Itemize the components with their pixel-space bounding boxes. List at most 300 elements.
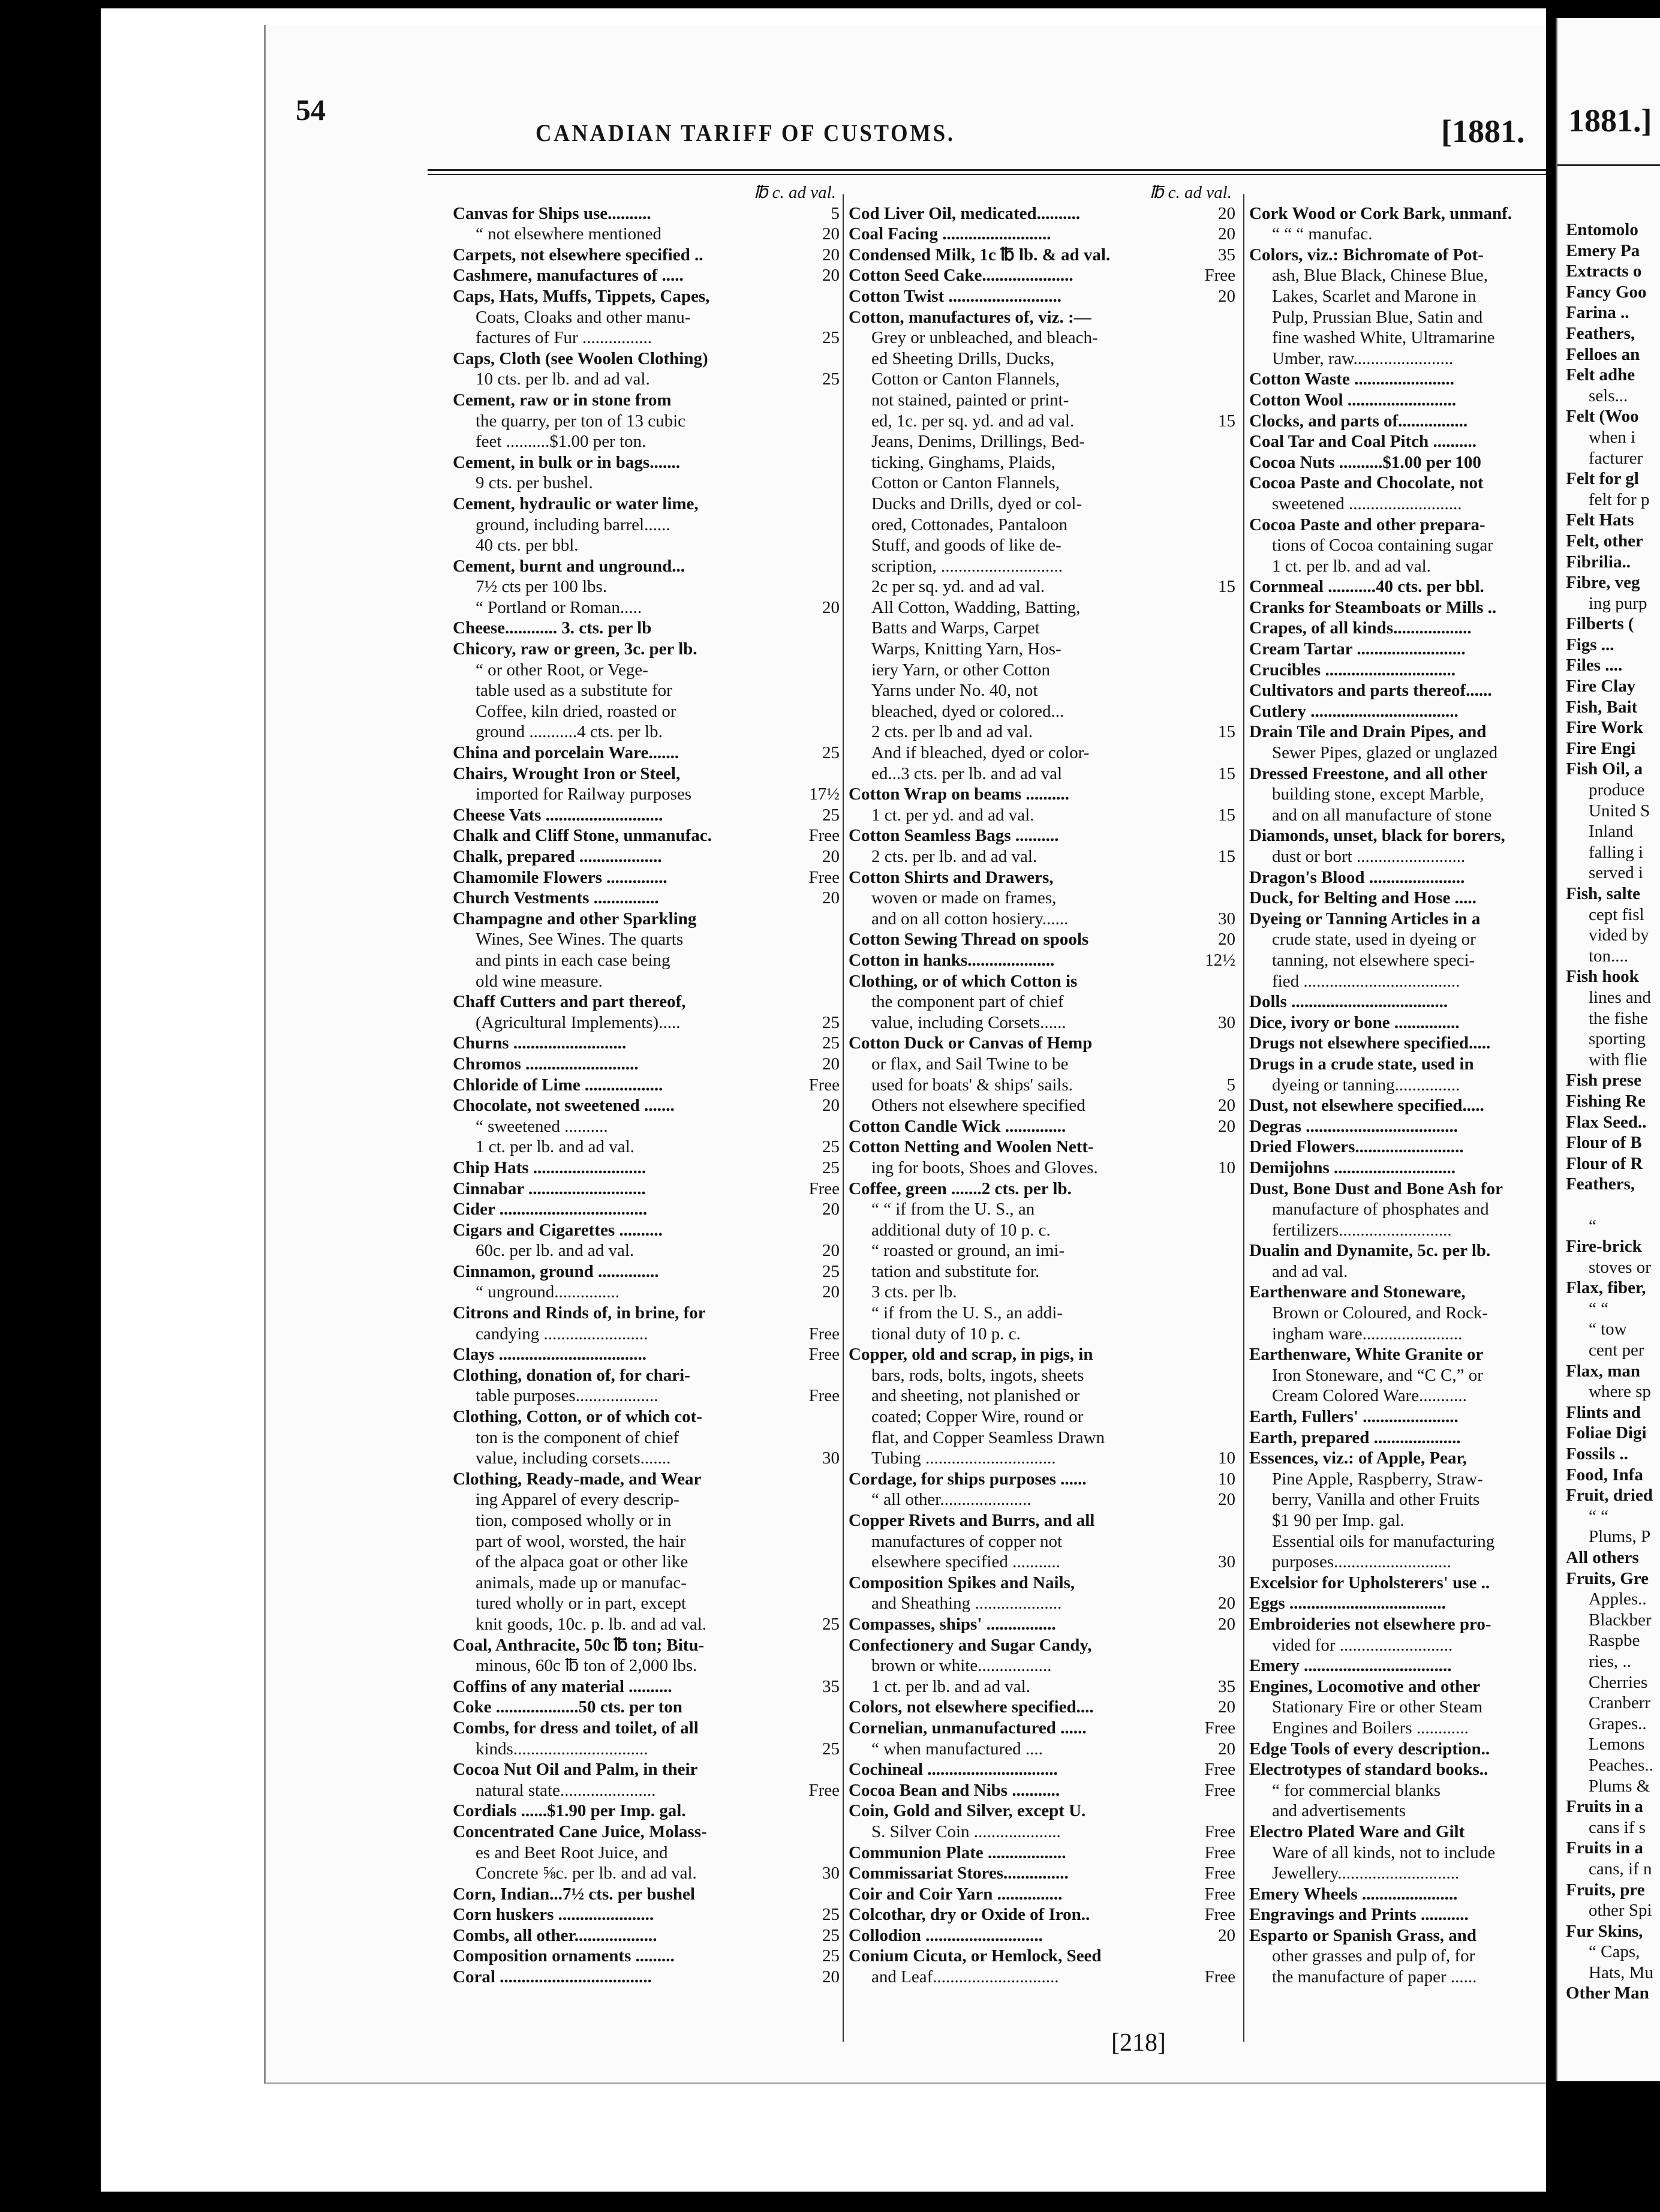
tariff-entry xyxy=(1249,1780,1546,1801)
tariff-entry xyxy=(1249,597,1546,618)
tariff-entry xyxy=(1249,1925,1546,1946)
tariff-entry xyxy=(1249,515,1546,536)
entry-text: Cotton Seamless Bags .......... xyxy=(849,826,1059,846)
entry-text: Coke ...................50 cts. per ton xyxy=(453,1697,682,1717)
entry-text: used for boats' & ships' sails. xyxy=(871,1075,1073,1095)
entry-text: Wines, See Wines. The quarts xyxy=(476,930,684,949)
tariff-entry xyxy=(849,722,1235,743)
duty-rate: 12½ xyxy=(1205,950,1235,970)
tariff-entry xyxy=(1249,846,1546,867)
entry-text: Chalk, prepared ................... xyxy=(453,847,662,866)
tariff-entry xyxy=(453,1904,840,1925)
right-page-entry: Files .... xyxy=(1566,656,1623,675)
duty-rate: Free xyxy=(1204,1780,1235,1800)
tariff-entry xyxy=(849,1655,1235,1676)
entry-text: Cranks for Steamboats or Mills .. xyxy=(1249,597,1497,617)
entry-text: 10 cts. per lb. and ad val. xyxy=(476,369,650,389)
entry-text: table used as a substitute for xyxy=(476,681,672,701)
tariff-entry xyxy=(1249,1843,1546,1864)
tariff-entry xyxy=(453,1012,840,1033)
entry-text: Dolls .................................... xyxy=(1249,992,1448,1012)
duty-rate: 20 xyxy=(822,1282,840,1302)
right-page-entry: cans, if n xyxy=(1589,1859,1652,1879)
tariff-entry xyxy=(849,1697,1235,1718)
duty-rate: 10 xyxy=(1218,1448,1235,1468)
right-page-entry: ries, .. xyxy=(1589,1651,1631,1671)
tariff-entry xyxy=(1249,743,1546,764)
tariff-entry xyxy=(453,1697,840,1718)
entry-text: Drugs not elsewhere specified..... xyxy=(1249,1033,1491,1053)
tariff-entry xyxy=(849,929,1235,950)
entry-text: fertilizers.......................... xyxy=(1272,1220,1452,1240)
entry-text: bars, rods, bolts, ingots, sheets xyxy=(871,1365,1084,1385)
duty-rate: 25 xyxy=(822,1012,840,1032)
entry-text: Colors, viz.: Bichromate of Pot- xyxy=(1249,245,1484,265)
entry-text: Cordage, for ships purposes ...... xyxy=(849,1469,1087,1489)
duty-rate: 20 xyxy=(822,1200,840,1219)
tariff-entry xyxy=(453,1448,840,1469)
tariff-entry xyxy=(1249,431,1546,452)
tariff-entry xyxy=(1249,1282,1546,1303)
entry-text: ash, Blue Black, Chinese Blue, xyxy=(1272,266,1488,285)
right-page-entry: Fire-brick xyxy=(1566,1237,1642,1257)
tariff-entry xyxy=(849,764,1235,785)
tariff-entry xyxy=(453,307,840,328)
entry-text: Edge Tools of every description.. xyxy=(1249,1739,1490,1759)
entry-text: bleached, dyed or colored... xyxy=(871,701,1064,721)
entry-text: Earth, Fullers' ...................... xyxy=(1249,1407,1458,1427)
right-page-entry: lines and xyxy=(1589,987,1651,1007)
column-heading xyxy=(1249,182,1546,203)
tariff-entry xyxy=(1249,348,1546,369)
entry-text: value, including Corsets...... xyxy=(871,1012,1066,1032)
right-page-entry: stoves or xyxy=(1589,1257,1651,1277)
duty-rate: 25 xyxy=(822,1905,840,1925)
tariff-entry xyxy=(453,556,840,577)
tariff-entry xyxy=(1249,950,1546,971)
entry-text: Copper, old and scrap, in pigs, in xyxy=(849,1345,1093,1365)
tariff-entry xyxy=(849,1614,1235,1635)
duty-rate: Free xyxy=(1204,1843,1235,1862)
right-page-entry: Apples.. xyxy=(1589,1589,1647,1609)
entry-text: and pints in each case being xyxy=(476,950,670,970)
right-page-entry: Felt (Woo xyxy=(1566,407,1639,426)
tariff-entry xyxy=(453,390,840,411)
entry-text: Cocoa Paste and other prepara- xyxy=(1249,515,1485,534)
entry-text: Champagne and other Sparkling xyxy=(453,909,697,928)
entry-text: Cornmeal ...........40 cts. per bbl. xyxy=(1249,577,1484,597)
duty-rate: 20 xyxy=(822,245,840,265)
tariff-entry xyxy=(849,743,1235,764)
right-page-entry: vided by xyxy=(1589,925,1649,945)
entry-text: Yarns under No. 40, not xyxy=(871,681,1038,701)
tariff-entry xyxy=(1249,1179,1546,1200)
tariff-entry xyxy=(453,1863,840,1884)
tariff-entry xyxy=(1249,286,1546,307)
duty-rate: 25 xyxy=(822,1158,840,1177)
tariff-entry xyxy=(849,535,1235,556)
entry-text: Copper Rivets and Burrs, and all xyxy=(849,1511,1095,1530)
right-page-entry: where sp xyxy=(1589,1382,1651,1402)
tariff-entry xyxy=(849,597,1235,618)
entry-text: fied .................................... xyxy=(1272,971,1460,991)
tariff-entry xyxy=(849,1054,1235,1075)
entry-text: Electrotypes of standard books.. xyxy=(1249,1760,1488,1780)
tariff-entry xyxy=(453,660,840,681)
tariff-entry xyxy=(453,286,840,307)
tariff-entry xyxy=(849,1406,1235,1427)
tariff-column-3 xyxy=(1249,182,1546,2018)
entry-text: Emery Wheels ...................... xyxy=(1249,1884,1458,1904)
right-page-entry: Entomolo xyxy=(1566,220,1638,239)
right-page-entry: Fancy Goo xyxy=(1566,282,1647,302)
entry-text: Jeans, Denims, Drillings, Bed- xyxy=(871,432,1085,452)
tariff-entry xyxy=(453,639,840,660)
tariff-entry xyxy=(849,1365,1235,1386)
entry-text: 9 cts. per bushel. xyxy=(476,473,593,493)
tariff-entry xyxy=(1249,1365,1546,1386)
tariff-entry xyxy=(849,867,1235,888)
entry-text: Clocks, and parts of................ xyxy=(1249,411,1468,431)
entry-text: flat, and Copper Seamless Drawn xyxy=(871,1427,1105,1447)
tariff-entry xyxy=(453,1075,840,1096)
tariff-entry xyxy=(849,1573,1235,1594)
tariff-entry xyxy=(1249,1158,1546,1179)
entry-text: Tubing .............................. xyxy=(871,1448,1056,1468)
duty-rate: 20 xyxy=(1218,1116,1235,1136)
right-page-entry: Felt, other xyxy=(1566,531,1643,551)
right-page-entry: Flax Seed.. xyxy=(1566,1112,1647,1132)
entry-text: ground ...........4 cts. per lb. xyxy=(476,722,663,742)
tariff-entry xyxy=(453,846,840,867)
column-heading: ℔ c. ad val. xyxy=(1149,183,1232,202)
tariff-entry xyxy=(1249,265,1546,286)
entry-text: natural state...................... xyxy=(476,1780,656,1800)
tariff-entry xyxy=(453,1573,840,1594)
entry-text: Condensed Milk, 1c ℔ lb. & ad val. xyxy=(849,245,1111,265)
entry-text: Cotton Waste ....................... xyxy=(1249,369,1454,389)
tariff-entry xyxy=(1249,1884,1546,1905)
tariff-entry xyxy=(453,1489,840,1510)
right-page-entry: Grapes.. xyxy=(1589,1714,1647,1733)
duty-rate: 30 xyxy=(1218,1012,1235,1032)
tariff-entry xyxy=(1249,1261,1546,1282)
duty-rate: 15 xyxy=(1218,764,1235,783)
tariff-entry xyxy=(453,1303,840,1324)
tariff-entry xyxy=(849,1822,1235,1843)
tariff-entry xyxy=(453,1614,840,1635)
entry-text: (Agricultural Implements)..... xyxy=(476,1012,681,1032)
right-page-entry: Fire Engi xyxy=(1566,738,1636,758)
entry-text: knit goods, 10c. p. lb. and ad val. xyxy=(476,1614,707,1634)
entry-text: Others not elsewhere specified xyxy=(871,1096,1085,1116)
duty-rate: 20 xyxy=(822,224,840,244)
entry-text: Essential oils for manufacturing xyxy=(1272,1531,1495,1551)
entry-text: ground, including barrel...... xyxy=(476,515,670,534)
tariff-entry xyxy=(453,369,840,390)
right-page-entry: Flax, fiber, xyxy=(1566,1278,1646,1298)
entry-text: Cocoa Bean and Nibs ........... xyxy=(849,1780,1060,1800)
entry-text: Dice, ivory or bone ............... xyxy=(1249,1012,1460,1032)
entry-text: Cornelian, unmanufactured ...... xyxy=(849,1718,1087,1738)
entry-text: 1 ct. per yd. and ad val. xyxy=(871,805,1035,825)
tariff-entry xyxy=(849,971,1235,992)
tariff-entry xyxy=(453,1179,840,1200)
entry-text: 2 cts. per lb. and ad val. xyxy=(871,847,1038,866)
tariff-entry xyxy=(1249,1801,1546,1822)
entry-text: crude state, used in dyeing or xyxy=(1272,930,1476,949)
entry-text: Colors, not elsewhere specified.... xyxy=(849,1697,1094,1717)
entry-text: 1 ct. per lb. and ad val. xyxy=(1272,556,1431,576)
entry-text: Warps, Knitting Yarn, Hos- xyxy=(871,639,1061,659)
tariff-entry xyxy=(1249,369,1546,390)
entry-text: manufactures of copper not xyxy=(871,1531,1063,1551)
entry-text: “ if from the U. S., an addi- xyxy=(871,1303,1063,1323)
duty-rate: Free xyxy=(808,1179,840,1198)
tariff-entry xyxy=(849,1904,1235,1925)
right-page-entry: Fruits in a xyxy=(1566,1797,1643,1817)
entry-text: ticking, Ginghams, Plaids, xyxy=(871,452,1055,472)
tariff-entry xyxy=(1249,1697,1546,1718)
duty-rate: 35 xyxy=(1218,1676,1235,1696)
duty-rate: 20 xyxy=(1218,203,1235,223)
tariff-entry xyxy=(1249,473,1546,494)
tariff-entry xyxy=(453,1199,840,1220)
right-page-entry: cans if s xyxy=(1589,1817,1646,1837)
right-page-entry: Farina .. xyxy=(1566,303,1629,323)
tariff-entry xyxy=(1249,722,1546,743)
entry-text: value, including corsets....... xyxy=(476,1448,671,1468)
scanned-sheet xyxy=(101,8,1546,2192)
entry-text: table purposes................... xyxy=(476,1386,658,1406)
entry-text: tion, composed wholly or in xyxy=(476,1511,672,1530)
tariff-entry xyxy=(849,639,1235,660)
tariff-entry xyxy=(849,224,1235,245)
tariff-entry xyxy=(453,1676,840,1697)
entry-text: “ or other Root, or Vege- xyxy=(476,660,648,680)
entry-text: Cream Colored Ware........... xyxy=(1272,1386,1467,1406)
entry-text: feet ..........$1.00 per ton. xyxy=(476,432,646,452)
header-year: [1881. xyxy=(1441,113,1525,149)
entry-text: factures of Fur ................ xyxy=(476,328,652,348)
entry-text: candying ........................ xyxy=(476,1324,648,1344)
tariff-entry xyxy=(453,991,840,1012)
duty-rate: 20 xyxy=(822,266,840,285)
tariff-entry xyxy=(1249,1427,1546,1448)
tariff-entry xyxy=(849,1967,1235,1988)
tariff-entry xyxy=(453,1406,840,1427)
duty-rate: 10 xyxy=(1218,1469,1235,1489)
tariff-entry xyxy=(1249,825,1546,846)
tariff-entry xyxy=(1249,1054,1546,1075)
entry-text: the component part of chief xyxy=(871,992,1064,1012)
entry-text: “ roasted or ground, an imi- xyxy=(871,1241,1065,1261)
right-page-entry: cept fisl xyxy=(1589,904,1644,924)
tariff-entry xyxy=(453,1655,840,1676)
entry-text: Degras ................................... xyxy=(1249,1116,1458,1136)
column-divider xyxy=(843,194,844,2042)
entry-text: Chocolate, not sweetened ....... xyxy=(453,1096,675,1116)
entry-text: Cement, in bulk or in bags....... xyxy=(453,452,680,472)
right-page-entry: Peaches.. xyxy=(1589,1755,1653,1775)
tariff-entry xyxy=(453,888,840,909)
entry-text: Pulp, Prussian Blue, Satin and xyxy=(1272,307,1483,327)
tariff-entry xyxy=(453,1759,840,1780)
duty-rate: 25 xyxy=(822,805,840,825)
entry-text: Eggs .................................... xyxy=(1249,1594,1446,1613)
entry-text: the quarry, per ton of 13 cubic xyxy=(476,411,686,431)
duty-rate: 20 xyxy=(822,1967,840,1987)
tariff-entry xyxy=(1249,660,1546,681)
entry-text: Diamonds, unset, black for borers, xyxy=(1249,826,1505,846)
tariff-entry xyxy=(1249,224,1546,245)
duty-rate: 25 xyxy=(822,328,840,348)
duty-rate: 15 xyxy=(1218,577,1235,597)
right-page-entry: Filberts ( xyxy=(1566,614,1634,634)
tariff-entry xyxy=(453,1469,840,1490)
right-page-entry: Fish hook xyxy=(1566,967,1639,987)
entry-text: part of wool, worsted, the hair xyxy=(476,1531,686,1551)
entry-text: tions of Cocoa containing sugar xyxy=(1272,536,1493,555)
tariff-entry xyxy=(1249,1614,1546,1635)
tariff-entry xyxy=(453,929,840,950)
tariff-entry xyxy=(453,1385,840,1406)
duty-rate: 20 xyxy=(822,888,840,908)
entry-text: Cotton or Canton Flannels, xyxy=(871,473,1060,493)
right-page-entry: Fossils .. xyxy=(1566,1444,1628,1464)
right-page-entry: Food, Infa xyxy=(1566,1465,1643,1484)
entry-text: Combs, all other................... xyxy=(453,1925,657,1945)
tariff-entry xyxy=(849,1179,1235,1200)
right-page-entry: Fur Skins, xyxy=(1566,1921,1643,1941)
duty-rate: 15 xyxy=(1218,847,1235,866)
duty-rate: Free xyxy=(808,1780,840,1800)
tariff-entry xyxy=(1249,867,1546,888)
tariff-entry xyxy=(849,1261,1235,1282)
entry-text: Duck, for Belting and Hose ..... xyxy=(1249,888,1476,908)
entry-text: “ unground............... xyxy=(476,1282,620,1302)
entry-text: Clothing, Cotton, or of which cot- xyxy=(453,1407,702,1427)
right-page-entry: United S xyxy=(1589,801,1650,821)
entry-text: Cod Liver Oil, medicated.......... xyxy=(849,203,1081,223)
right-page-entry: “ xyxy=(1589,1216,1596,1236)
tariff-entry xyxy=(453,764,840,785)
right-page-entry: Felt for gl xyxy=(1566,469,1639,489)
duty-rate: Free xyxy=(1204,1822,1235,1841)
entry-text: Demijohns ............................ xyxy=(1249,1158,1455,1177)
entry-text: ton is the component of chief xyxy=(476,1427,679,1447)
right-page-entry: Foliae Digi xyxy=(1566,1423,1647,1443)
tariff-entry xyxy=(849,1552,1235,1573)
tariff-entry xyxy=(849,1137,1235,1158)
tariff-entry xyxy=(849,680,1235,701)
right-page-entry: Fibrilia.. xyxy=(1566,552,1631,572)
entry-text: “ when manufactured .... xyxy=(871,1739,1043,1759)
tariff-entry xyxy=(453,327,840,348)
entry-text: Pine Apple, Raspberry, Straw- xyxy=(1272,1469,1483,1489)
tariff-entry xyxy=(1249,1344,1546,1365)
tariff-entry xyxy=(849,1510,1235,1531)
right-page-entry: Fruits, Gre xyxy=(1566,1568,1649,1588)
duty-rate: 25 xyxy=(822,369,840,389)
tariff-entry xyxy=(849,888,1235,909)
tariff-entry xyxy=(849,203,1235,224)
right-page-entry: Flax, man xyxy=(1566,1361,1641,1381)
entry-text: Embroideries not elsewhere pro- xyxy=(1249,1614,1491,1634)
entry-text: Carpets, not elsewhere specified .. xyxy=(453,245,703,265)
tariff-entry xyxy=(453,743,840,764)
entry-text: Cotton Seed Cake..................... xyxy=(849,266,1073,285)
entry-text: Coin, Gold and Silver, except U. xyxy=(849,1801,1086,1821)
duty-rate: 20 xyxy=(1218,1697,1235,1717)
entry-text: Dried Flowers......................... xyxy=(1249,1137,1464,1157)
right-page-entry: Fibre, veg xyxy=(1566,573,1640,593)
entry-text: Coffee, kiln dried, roasted or xyxy=(476,701,676,721)
entry-text: Engines and Boilers ............ xyxy=(1272,1718,1469,1738)
right-page-entry: falling i xyxy=(1589,842,1644,862)
column-heading: ℔ c. ad val. xyxy=(753,183,836,202)
page-number: 54 xyxy=(296,93,326,127)
tariff-entry xyxy=(1249,1324,1546,1345)
tariff-entry xyxy=(849,825,1235,846)
entry-text: “ sweetened .......... xyxy=(476,1116,608,1136)
entry-text: Cotton Candle Wick .............. xyxy=(849,1116,1066,1136)
entry-text: Clothing, donation of, for chari- xyxy=(453,1365,690,1385)
tariff-entry xyxy=(453,597,840,618)
entry-text: Esparto or Spanish Grass, and xyxy=(1249,1925,1476,1945)
tariff-entry xyxy=(849,784,1235,805)
entry-text: ing for boots, Shoes and Gloves. xyxy=(871,1158,1098,1177)
entry-text: the manufacture of paper ...... xyxy=(1272,1967,1477,1987)
tariff-entry xyxy=(1249,576,1546,597)
entry-text: Corn, Indian...7½ cts. per bushel xyxy=(453,1884,695,1904)
entry-text: iery Yarn, or other Cotton xyxy=(871,660,1051,680)
tariff-entry xyxy=(453,1552,840,1573)
tariff-entry xyxy=(453,265,840,286)
entry-text: Cotton Twist .......................... xyxy=(849,286,1061,306)
entry-text: Coats, Cloaks and other manu- xyxy=(476,307,691,327)
tariff-entry xyxy=(1249,1904,1546,1925)
right-page-entry: “ Caps, xyxy=(1589,1942,1640,1962)
tariff-entry xyxy=(453,515,840,536)
entry-text: Coal Tar and Coal Pitch .......... xyxy=(1249,432,1476,452)
tariff-entry xyxy=(453,784,840,805)
tariff-entry xyxy=(849,1593,1235,1614)
entry-text: 1 ct. per lb. and ad val. xyxy=(476,1137,634,1157)
entry-text: Canvas for Ships use.......... xyxy=(453,203,651,223)
tariff-entry xyxy=(1249,929,1546,950)
right-page-entry: other Spi xyxy=(1589,1901,1652,1921)
tariff-entry xyxy=(453,1344,840,1365)
entry-text: 2c per sq. yd. and ad val. xyxy=(871,577,1045,597)
right-page-entry: Fruit, dried xyxy=(1566,1486,1653,1505)
tariff-entry xyxy=(453,245,840,266)
tariff-entry xyxy=(453,1054,840,1075)
entry-text: Dressed Freestone, and all other xyxy=(1249,764,1488,783)
right-page-entry: Raspbe xyxy=(1589,1631,1640,1651)
tariff-entry xyxy=(849,1801,1235,1822)
entry-text: Cream Tartar ......................... xyxy=(1249,639,1466,659)
entry-text: Clothing, or of which Cotton is xyxy=(849,971,1078,991)
entry-text: fine washed White, Ultramarine xyxy=(1272,328,1495,348)
entry-text: Cigars and Cigarettes .......... xyxy=(453,1220,663,1240)
tariff-entry xyxy=(849,1158,1235,1179)
entry-text: Cultivators and parts thereof...... xyxy=(1249,681,1492,701)
tariff-entry xyxy=(849,1344,1235,1365)
entry-text: Collodion ........................... xyxy=(849,1925,1043,1945)
entry-text: Cotton Shirts and Drawers, xyxy=(849,867,1054,887)
entry-text: berry, Vanilla and other Fruits xyxy=(1272,1490,1480,1510)
